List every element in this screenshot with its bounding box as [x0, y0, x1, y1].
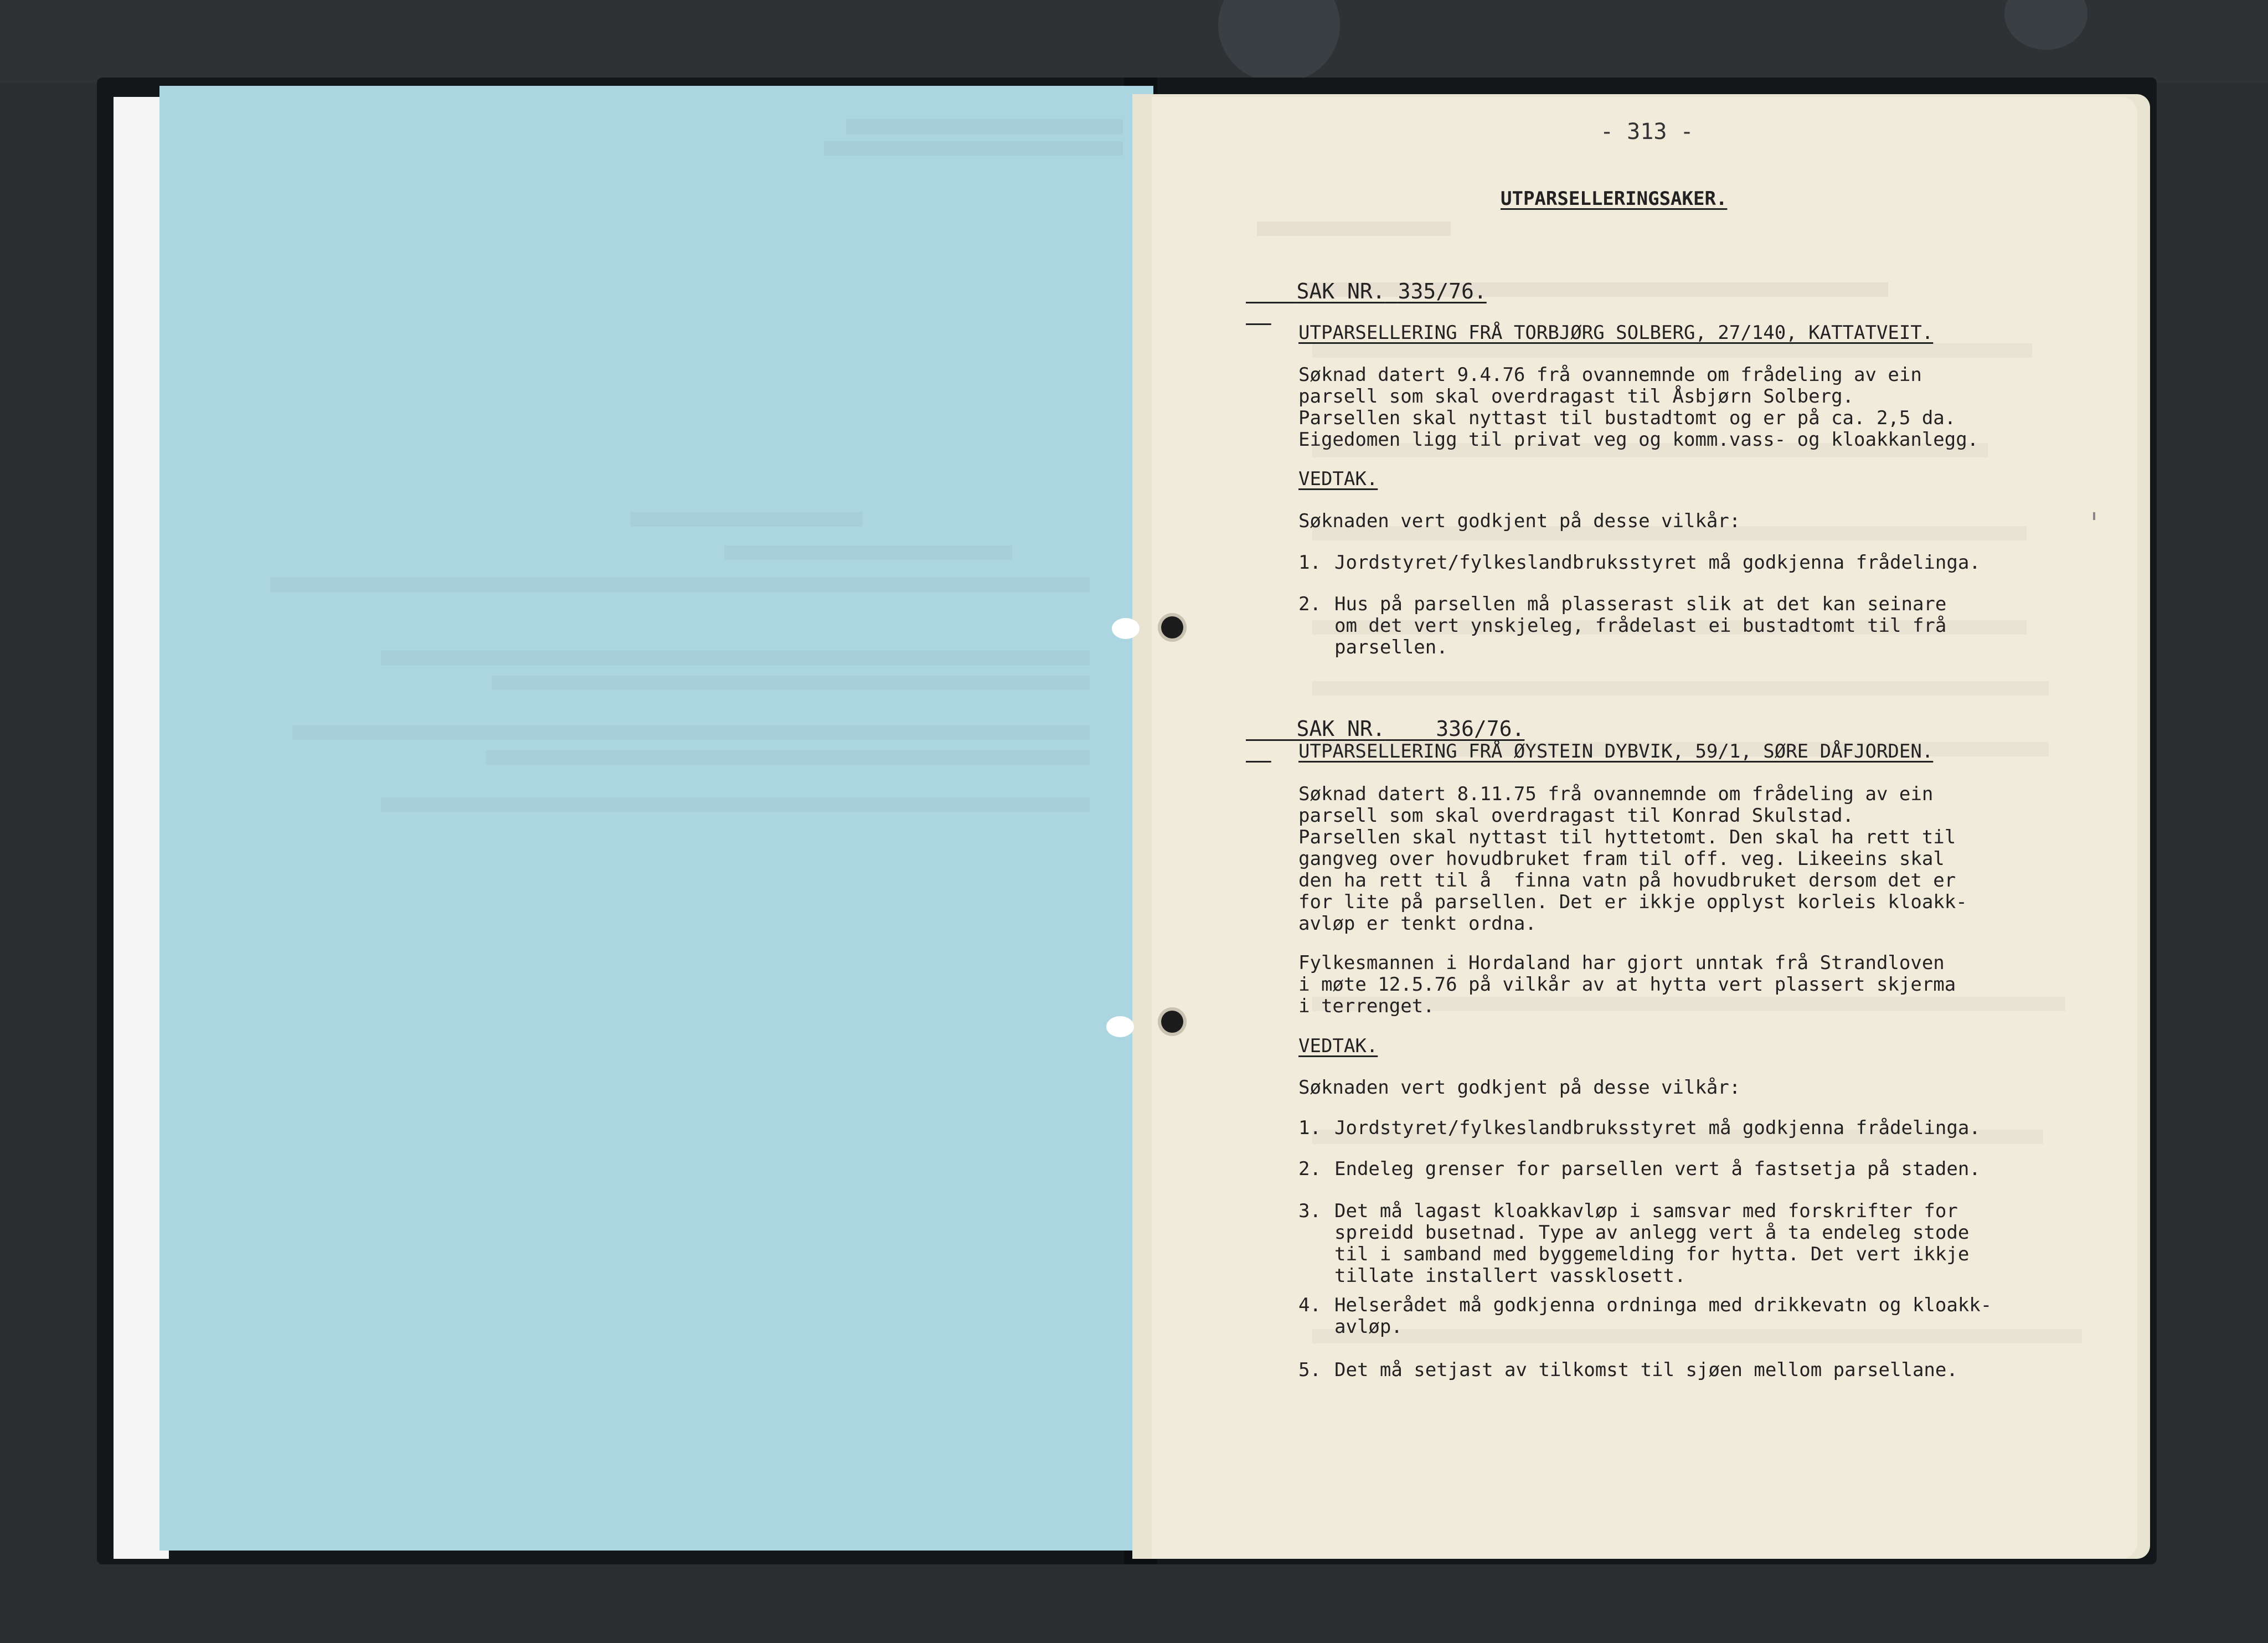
bleed-through-text — [1312, 681, 2049, 696]
left-blue-sheet — [159, 86, 1153, 1551]
case-label: SAK NR. — [1296, 717, 1385, 741]
page-number: - 313 - — [1600, 119, 1694, 145]
punch-hole-left — [1112, 618, 1140, 639]
case-body-line: Parsellen skal nyttast til hyttetomt. Den skal ha rett til — [1298, 826, 1956, 848]
bleed-through-text — [292, 725, 1090, 740]
condition-number: 4. — [1298, 1294, 1321, 1316]
bleed-through-text — [381, 797, 1090, 812]
bleed-through-text — [846, 119, 1123, 135]
bleed-through-text — [1312, 343, 2032, 358]
case-body-line: for lite på parsellen. Det er ikkje opplyst korleis kloakk- — [1298, 891, 1967, 913]
condition-line: Det må lagast kloakkavløp i samsvar med forskrifter for — [1334, 1200, 1958, 1222]
bleed-through-text — [1257, 222, 1451, 236]
case-body-line: gangveg over hovudbruket fram til off. veg. Likeeins skal — [1298, 848, 1945, 870]
case-body-line: Eigedomen ligg til privat veg og komm.vass- og kloakkanlegg. — [1298, 429, 1979, 451]
bleed-through-text — [824, 141, 1123, 156]
margin-mark — [2093, 512, 2095, 520]
condition-line: Helserådet må godkjenna ordninga med drikkevatn og kloakk- — [1334, 1294, 1992, 1316]
case-body-line: parsell som skal overdragast til Konrad Skulstad. — [1298, 805, 1854, 827]
case-number: 336/76. — [1436, 717, 1525, 741]
case-title: UTPARSELLERING FRÅ ØYSTEIN DYBVIK, 59/1, SØRE DÅFJORDEN. — [1298, 740, 1934, 763]
case-body-line: i møte 12.5.76 på vilkår av at hytta vert plassert skjerma — [1298, 974, 1956, 996]
case-body-line: den ha rett til å finna vatn på hovudbruket dersom det er — [1298, 869, 1956, 892]
case-body-line: avløp er tenkt ordna. — [1298, 913, 1537, 935]
condition-number: 1. — [1298, 1117, 1321, 1139]
condition-line: om det vert ynskjeleg, frådelast ei bustadtomt til frå — [1334, 615, 1947, 637]
vedtak-intro: Søknaden vert godkjent på desse vilkår: — [1298, 510, 1741, 532]
condition-line: til i samband med byggemelding for hytta. Det vert ikkje — [1334, 1243, 1970, 1265]
case-label: SAK NR. — [1296, 279, 1385, 303]
condition-line: spreidd busetnad. Type av anlegg vert å ta endeleg stode — [1334, 1222, 1970, 1244]
punch-hole — [1161, 616, 1183, 638]
punch-hole-left — [1106, 1016, 1134, 1037]
punch-hole — [1161, 1011, 1183, 1033]
condition-number: 1. — [1298, 552, 1321, 574]
condition-line: tillate installert vassklosett. — [1334, 1265, 1686, 1287]
case-header — [1246, 259, 1487, 324]
page-heading: UTPARSELLERINGSAKER. — [1501, 188, 1728, 210]
case-body-line: Søknad datert 9.4.76 frå ovannemnde om frådeling av ein — [1298, 364, 1922, 386]
case-body-line: Fylkesmannen i Hordaland har gjort unntak frå Strandloven — [1298, 952, 1945, 974]
case-body-line: parsell som skal overdragast til Åsbjørn Solberg. — [1298, 385, 1854, 408]
condition-line: Jordstyret/fylkeslandbruksstyret må godkjenna frådelinga. — [1334, 1117, 1981, 1139]
background-top — [0, 0, 2268, 83]
vedtak-intro: Søknaden vert godkjent på desse vilkår: — [1298, 1077, 1741, 1099]
case-title: UTPARSELLERING FRÅ TORBJØRG SOLBERG, 27/140, KATTATVEIT. — [1298, 322, 1934, 344]
vedtak-label: VEDTAK. — [1298, 468, 1378, 490]
condition-line: parsellen. — [1334, 636, 1448, 658]
bleed-through-text — [1312, 1329, 2082, 1343]
condition-number: 2. — [1298, 593, 1321, 615]
condition-line: Det må setjast av tilkomst til sjøen mellom parsellane. — [1334, 1359, 1958, 1381]
condition-number: 5. — [1298, 1359, 1321, 1381]
condition-line: avløp. — [1334, 1316, 1403, 1338]
case-body-line: Søknad datert 8.11.75 frå ovannemnde om frådeling av ein — [1298, 783, 1934, 805]
bleed-through-text — [630, 512, 863, 527]
case-body-line: i terrenget. — [1298, 995, 1435, 1017]
bleed-through-text — [270, 578, 1090, 592]
bleed-through-text — [724, 545, 1012, 560]
bleed-through-text — [486, 750, 1090, 765]
condition-line: Endeleg grenser for parsellen vert å fastsetja på staden. — [1334, 1158, 1981, 1180]
condition-number: 2. — [1298, 1158, 1321, 1180]
case-body-line: Parsellen skal nyttast til bustadtomt og er på ca. 2,5 da. — [1298, 407, 1956, 429]
condition-line: Jordstyret/fylkeslandbruksstyret må godkjenna frådelinga. — [1334, 552, 1981, 574]
condition-line: Hus på parsellen må plasserast slik at det kan seinare — [1334, 593, 1947, 615]
case-number: 335/76. — [1398, 279, 1487, 303]
bleed-through-text — [492, 676, 1090, 690]
condition-number: 3. — [1298, 1200, 1321, 1222]
vedtak-label: VEDTAK. — [1298, 1035, 1378, 1057]
bleed-through-text — [381, 651, 1090, 665]
